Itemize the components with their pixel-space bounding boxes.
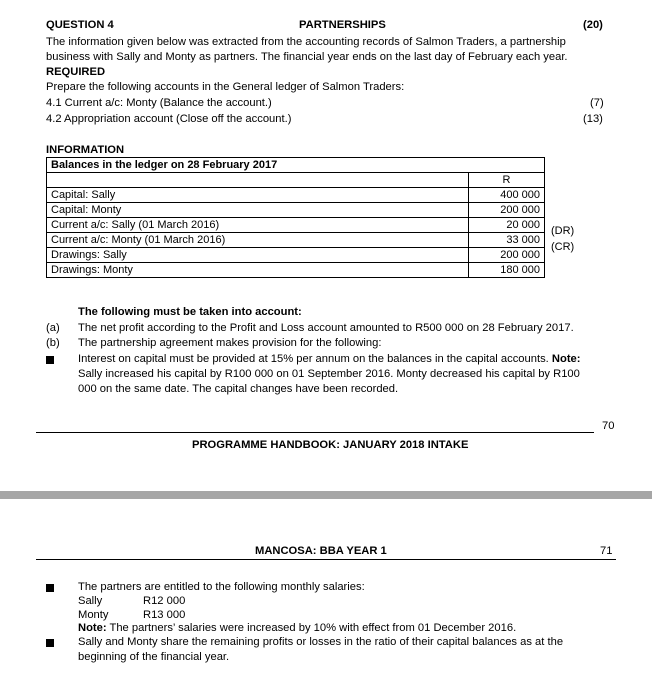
account-amount: 200 000 — [468, 203, 544, 218]
salary-amount: R13 000 — [143, 609, 186, 621]
intro-line-2: business with Sally and Monty as partners. The financial year ends on the last day of February each year. — [46, 51, 568, 63]
task-4-1: 4.1 Current a/c: Monty (Balance the account.) — [46, 97, 272, 109]
ratio-line-1: Sally and Monty share the remaining profits or losses in the ratio of their capital balances as at the — [78, 636, 564, 648]
account-amount: 400 000 — [468, 188, 544, 203]
table-row — [47, 233, 545, 248]
account-name: Capital: Sally — [47, 188, 469, 203]
table-row — [47, 263, 545, 278]
page-number-71: 71 — [600, 545, 613, 557]
header-divider — [36, 559, 616, 560]
salary-note — [78, 621, 516, 635]
task-4-2-marks: (13) — [583, 113, 603, 125]
salary-note-text: The partners’ salaries were increased by 10% with effect from 01 December 2016. — [109, 622, 517, 634]
account-amount: 20 000 — [468, 218, 544, 233]
account-name: Capital: Monty — [47, 203, 469, 218]
table-header-empty — [47, 173, 469, 188]
interest-line-1 — [78, 352, 581, 366]
table-row — [47, 188, 545, 203]
salaries-intro: The partners are entitled to the following monthly salaries: — [78, 581, 365, 593]
table-title-row — [47, 158, 545, 173]
item-b-label: (b) — [46, 337, 60, 349]
question-topic: PARTNERSHIPS — [299, 19, 386, 31]
question-marks: (20) — [583, 19, 603, 31]
salary-name: Sally — [78, 595, 103, 607]
currency-header: R — [468, 173, 544, 188]
table-header-row — [47, 173, 545, 188]
table-row — [47, 248, 545, 263]
table-title: Balances in the ledger on 28 February 2017 — [47, 158, 545, 173]
interest-line-3: 000 on the same date. The capital changes have been recorded. — [78, 383, 399, 395]
footer-divider — [36, 432, 594, 433]
considerations-heading: The following must be taken into account: — [78, 306, 302, 318]
account-name: Current a/c: Sally (01 March 2016) — [47, 218, 469, 233]
required-text: Prepare the following accounts in the General ledger of Salmon Traders: — [46, 81, 405, 93]
salary-name: Monty — [78, 609, 109, 621]
bullet-icon — [46, 639, 54, 647]
cr-note: (CR) — [551, 241, 575, 253]
account-amount: 33 000 — [468, 233, 544, 248]
header-title: MANCOSA: BBA YEAR 1 — [255, 545, 387, 557]
item-a-text: The net profit according to the Profit and Loss account amounted to R500 000 on 28 February 2017. — [78, 322, 574, 334]
dr-note: (DR) — [551, 225, 575, 237]
interest-note-label: Note: — [551, 353, 581, 365]
account-amount: 200 000 — [468, 248, 544, 263]
account-name: Drawings: Sally — [47, 248, 469, 263]
interest-line-2: Sally increased his capital by R100 000 on 01 September 2016. Monty decreased his capital by R100 — [78, 368, 580, 380]
information-heading: INFORMATION — [46, 144, 125, 156]
item-a-label: (a) — [46, 322, 60, 334]
salary-note-label: Note: — [78, 622, 107, 634]
required-heading: REQUIRED — [46, 66, 106, 78]
table-row — [47, 218, 545, 233]
account-amount: 180 000 — [468, 263, 544, 278]
account-name: Drawings: Monty — [47, 263, 469, 278]
task-4-1-marks: (7) — [590, 97, 604, 109]
interest-text: Interest on capital must be provided at 15% per annum on the balances in the capital accounts. — [78, 353, 549, 365]
page-break-band — [0, 491, 652, 499]
table-row — [47, 203, 545, 218]
bullet-icon — [46, 356, 54, 364]
item-b-text: The partnership agreement makes provision for the following: — [78, 337, 382, 349]
question-number: QUESTION 4 — [46, 19, 114, 31]
ratio-line-2: beginning of the financial year. — [78, 651, 230, 663]
salary-amount: R12 000 — [143, 595, 186, 607]
intro-line-1: The information given below was extracted from the accounting records of Salmon Traders, a partnership — [46, 36, 566, 48]
task-4-2: 4.2 Appropriation account (Close off the account.) — [46, 113, 292, 125]
footer-title: PROGRAMME HANDBOOK: JANUARY 2018 INTAKE — [192, 439, 469, 451]
page-number-70: 70 — [602, 420, 615, 432]
bullet-icon — [46, 584, 54, 592]
account-name: Current a/c: Monty (01 March 2016) — [47, 233, 469, 248]
ledger-balances-table — [46, 157, 545, 278]
